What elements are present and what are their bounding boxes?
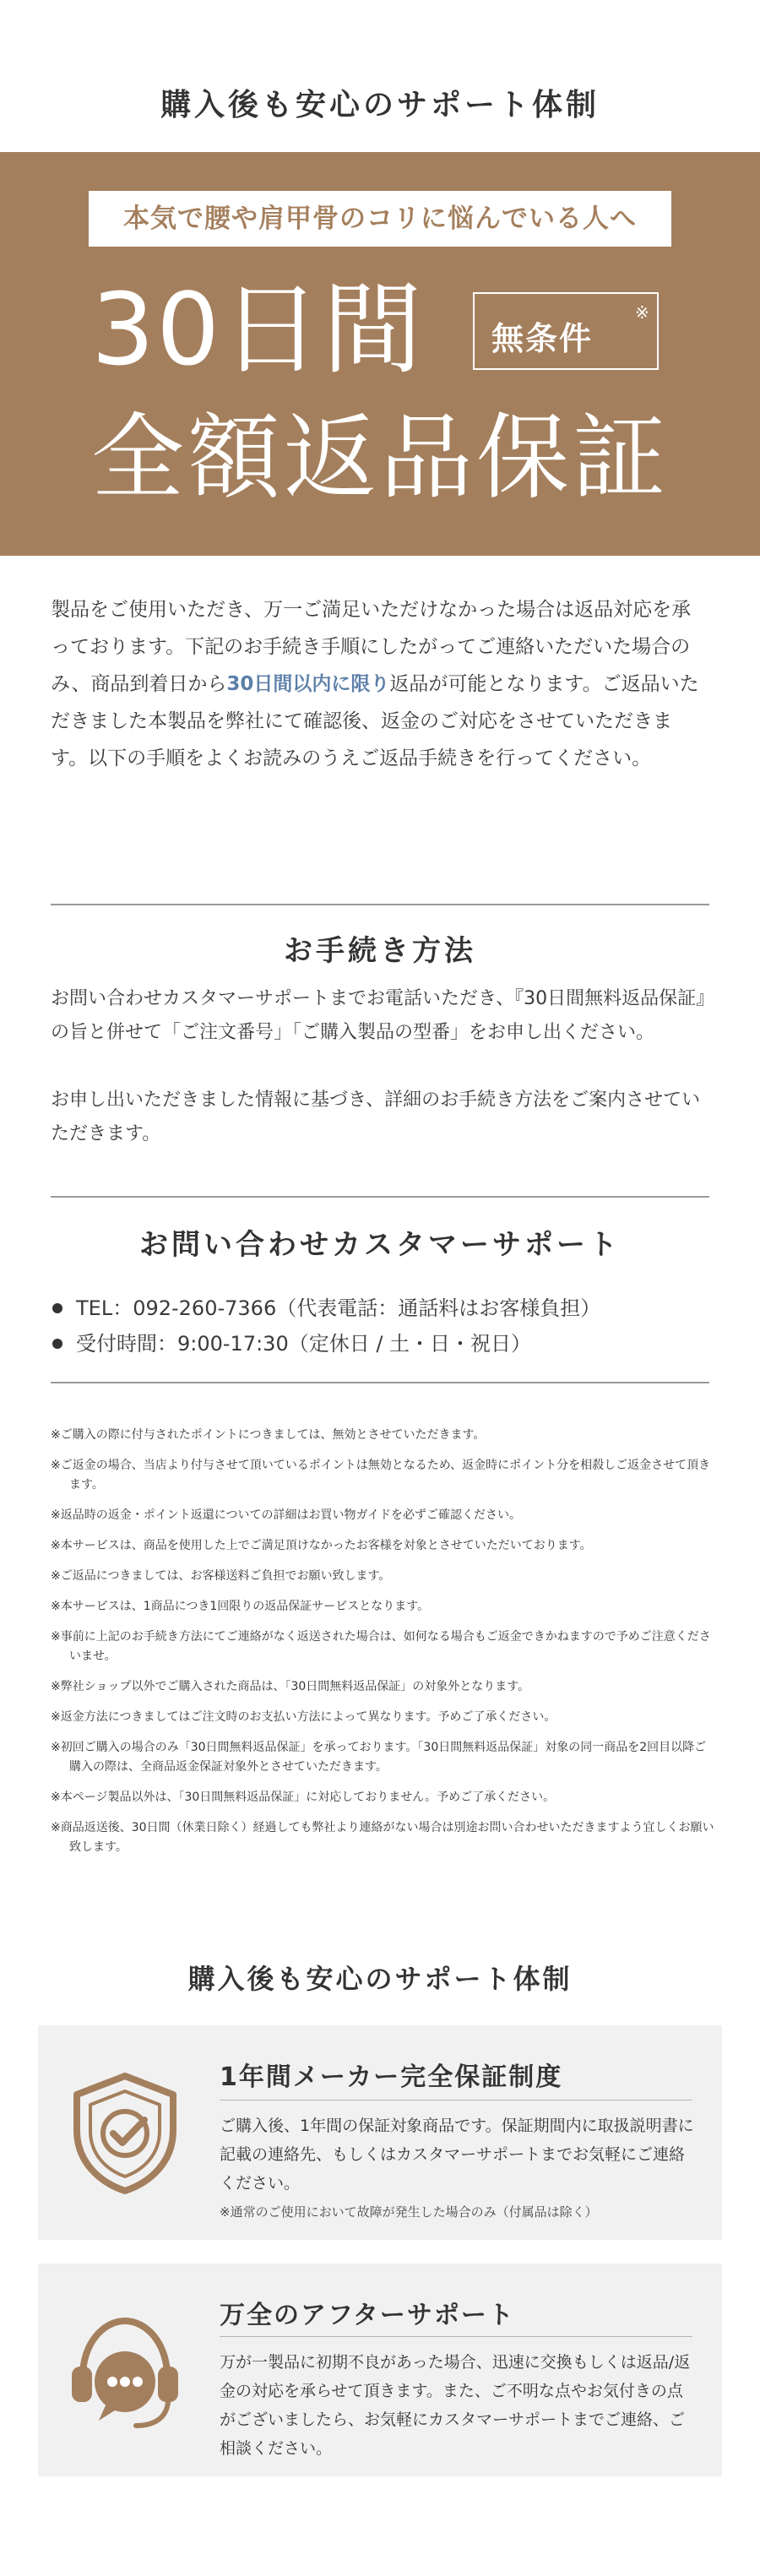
- warranty-card-body: ご購入後、1年間の保証対象商品です。保証期間内に取扱説明書に記載の連絡先、もしくはカスタマーサポートまでお気軽にご連絡ください。: [220, 2117, 694, 2193]
- unconditional-badge-label: 無条件: [491, 320, 594, 357]
- contact-phone-text: TEL：092-260-7366（代表電話：通話料はお客様負担）: [76, 1296, 601, 1320]
- bullet-dot: [52, 1303, 62, 1313]
- note-item: ※商品返送後、30日間（休業日除く）経過しても弊社より連絡がない場合は別途お問い合わせいただきますよう宜しくお願い致します。: [51, 1821, 714, 1854]
- note-item: ※事前に上記のお手続き方法にてご連絡がなく返送された場合は、如何なる場合もご返金できかねますので予めご注意くださいませ。: [51, 1630, 711, 1663]
- note-item: ※初回ご購入の場合のみ「30日間無料返品保証」を承っております。「30日間無料返品保証」対象の同一商品を2回目以降ご購入の際は、全商品返金保証対象外とさせていただきます。: [51, 1741, 707, 1774]
- intro-highlight: 30日間以内に限り: [226, 673, 390, 695]
- intro-text-after: 返品が可能となります。ご返品いただきました本製品を弊社にて確認後、返金のご対応をさせていただきます。以下の手順をよくお読みのうえご返品手続きを行ってください。: [51, 673, 699, 769]
- intro-text-before: 製品をご使用いただき、万一ご満足いただけなかった場合は返品対応を承っております。下記のお手続き手順にしたがってご連絡いただいた場合のみ、商品到着日から: [51, 599, 692, 695]
- warranty-card-title: 1年間メーカー完全保証制度: [220, 2062, 563, 2092]
- after-support-card: [38, 2264, 722, 2476]
- warranty-card: [38, 2025, 722, 2240]
- support-section-title: 購入後も安心のサポート体制: [187, 1963, 573, 1995]
- warranty-card-note: ※通常のご使用において故障が発生した場合のみ（付属品は除く）: [220, 2204, 598, 2220]
- contact-phone: [51, 1291, 709, 1326]
- guarantee-hero: [0, 152, 760, 556]
- procedure-text-2: お申し出いただきました情報に基づき、詳細のお手続き方法をご案内させていただきます。: [51, 1090, 701, 1144]
- note-item: ※ご返品につきましては、お客様送料ご負担でお願い致します。: [51, 1569, 391, 1583]
- contact-hours: [51, 1326, 709, 1361]
- note-item: ※本サービスは、1商品につき1回限りの返品保証サービスとなります。: [51, 1600, 430, 1613]
- divider: [51, 1196, 709, 1198]
- after-support-card-title: 万全のアフターサポート: [220, 2301, 515, 2330]
- procedure-title: お手続き方法: [284, 934, 476, 968]
- contact-list: [51, 1291, 709, 1361]
- page-top-title: 購入後も安心のサポート体制: [160, 88, 600, 122]
- note-item: ※返品時の返金・ポイント返還についての詳細はお買い物ガイドを必ずご確認ください。: [51, 1508, 522, 1522]
- card-rule: [220, 2336, 692, 2337]
- note-item: ※本サービスは、商品を使用した上でご満足頂けなかったお客様を対象とさせていただいております。: [51, 1539, 592, 1552]
- bullet-dot: [52, 1339, 62, 1349]
- intro-paragraph: [51, 591, 709, 777]
- hero-headline: 全額返品保証: [91, 404, 669, 512]
- divider: [51, 904, 709, 905]
- note-item: ※返金方法につきましてはご注文時のお支払い方法によって異なります。予めご了承ください。: [51, 1710, 556, 1724]
- notes-list: [51, 1426, 718, 1868]
- after-support-card-body: 万が一製品に初期不良があった場合、迅速に交換もしくは返品/返金の対応を承らせて頂きます。また、ご不明な点やお気付きの点がございましたら、お気軽にカスタマーサポートまでご連絡、ご相談ください。: [220, 2353, 691, 2458]
- note-item: ※ご返金の場合、当店より付与させて頂いているポイントは無効となるため、返金時にポイント分を相殺しご返金させて頂きます。: [51, 1459, 711, 1492]
- procedure-text-1: お問い合わせカスタマーサポートまでお電話いただき、『30日間無料返品保証』の旨と併せて「ご注文番号」「ご購入製品の型番」をお申し出ください。: [51, 988, 706, 1043]
- contact-title: お問い合わせカスタマーサポート: [139, 1228, 621, 1262]
- shield-check-icon: [62, 2069, 188, 2199]
- note-item: ※ご購入の際に付与されたポイントにつきましては、無効とさせていただきます。: [51, 1428, 486, 1442]
- note-item: ※弊社ショップ以外でご購入された商品は、「30日間無料返品保証」の対象外となります。: [51, 1680, 530, 1693]
- hero-banner: 本気で腰や肩甲骨のコリに悩んでいる人へ: [89, 191, 671, 247]
- unconditional-badge-mark: ※: [635, 302, 649, 323]
- hero-days: 30日間: [91, 271, 425, 388]
- note-item: ※本ページ製品以外は、「30日間無料返品保証」に対応しておりません。予めご了承ください。: [51, 1791, 556, 1804]
- unconditional-badge: [473, 292, 659, 370]
- contact-hours-text: 受付時間：9:00-17:30（定休日 / 土・日・祝日）: [76, 1332, 532, 1356]
- divider: [51, 1382, 709, 1383]
- headset-chat-icon: [62, 2311, 188, 2441]
